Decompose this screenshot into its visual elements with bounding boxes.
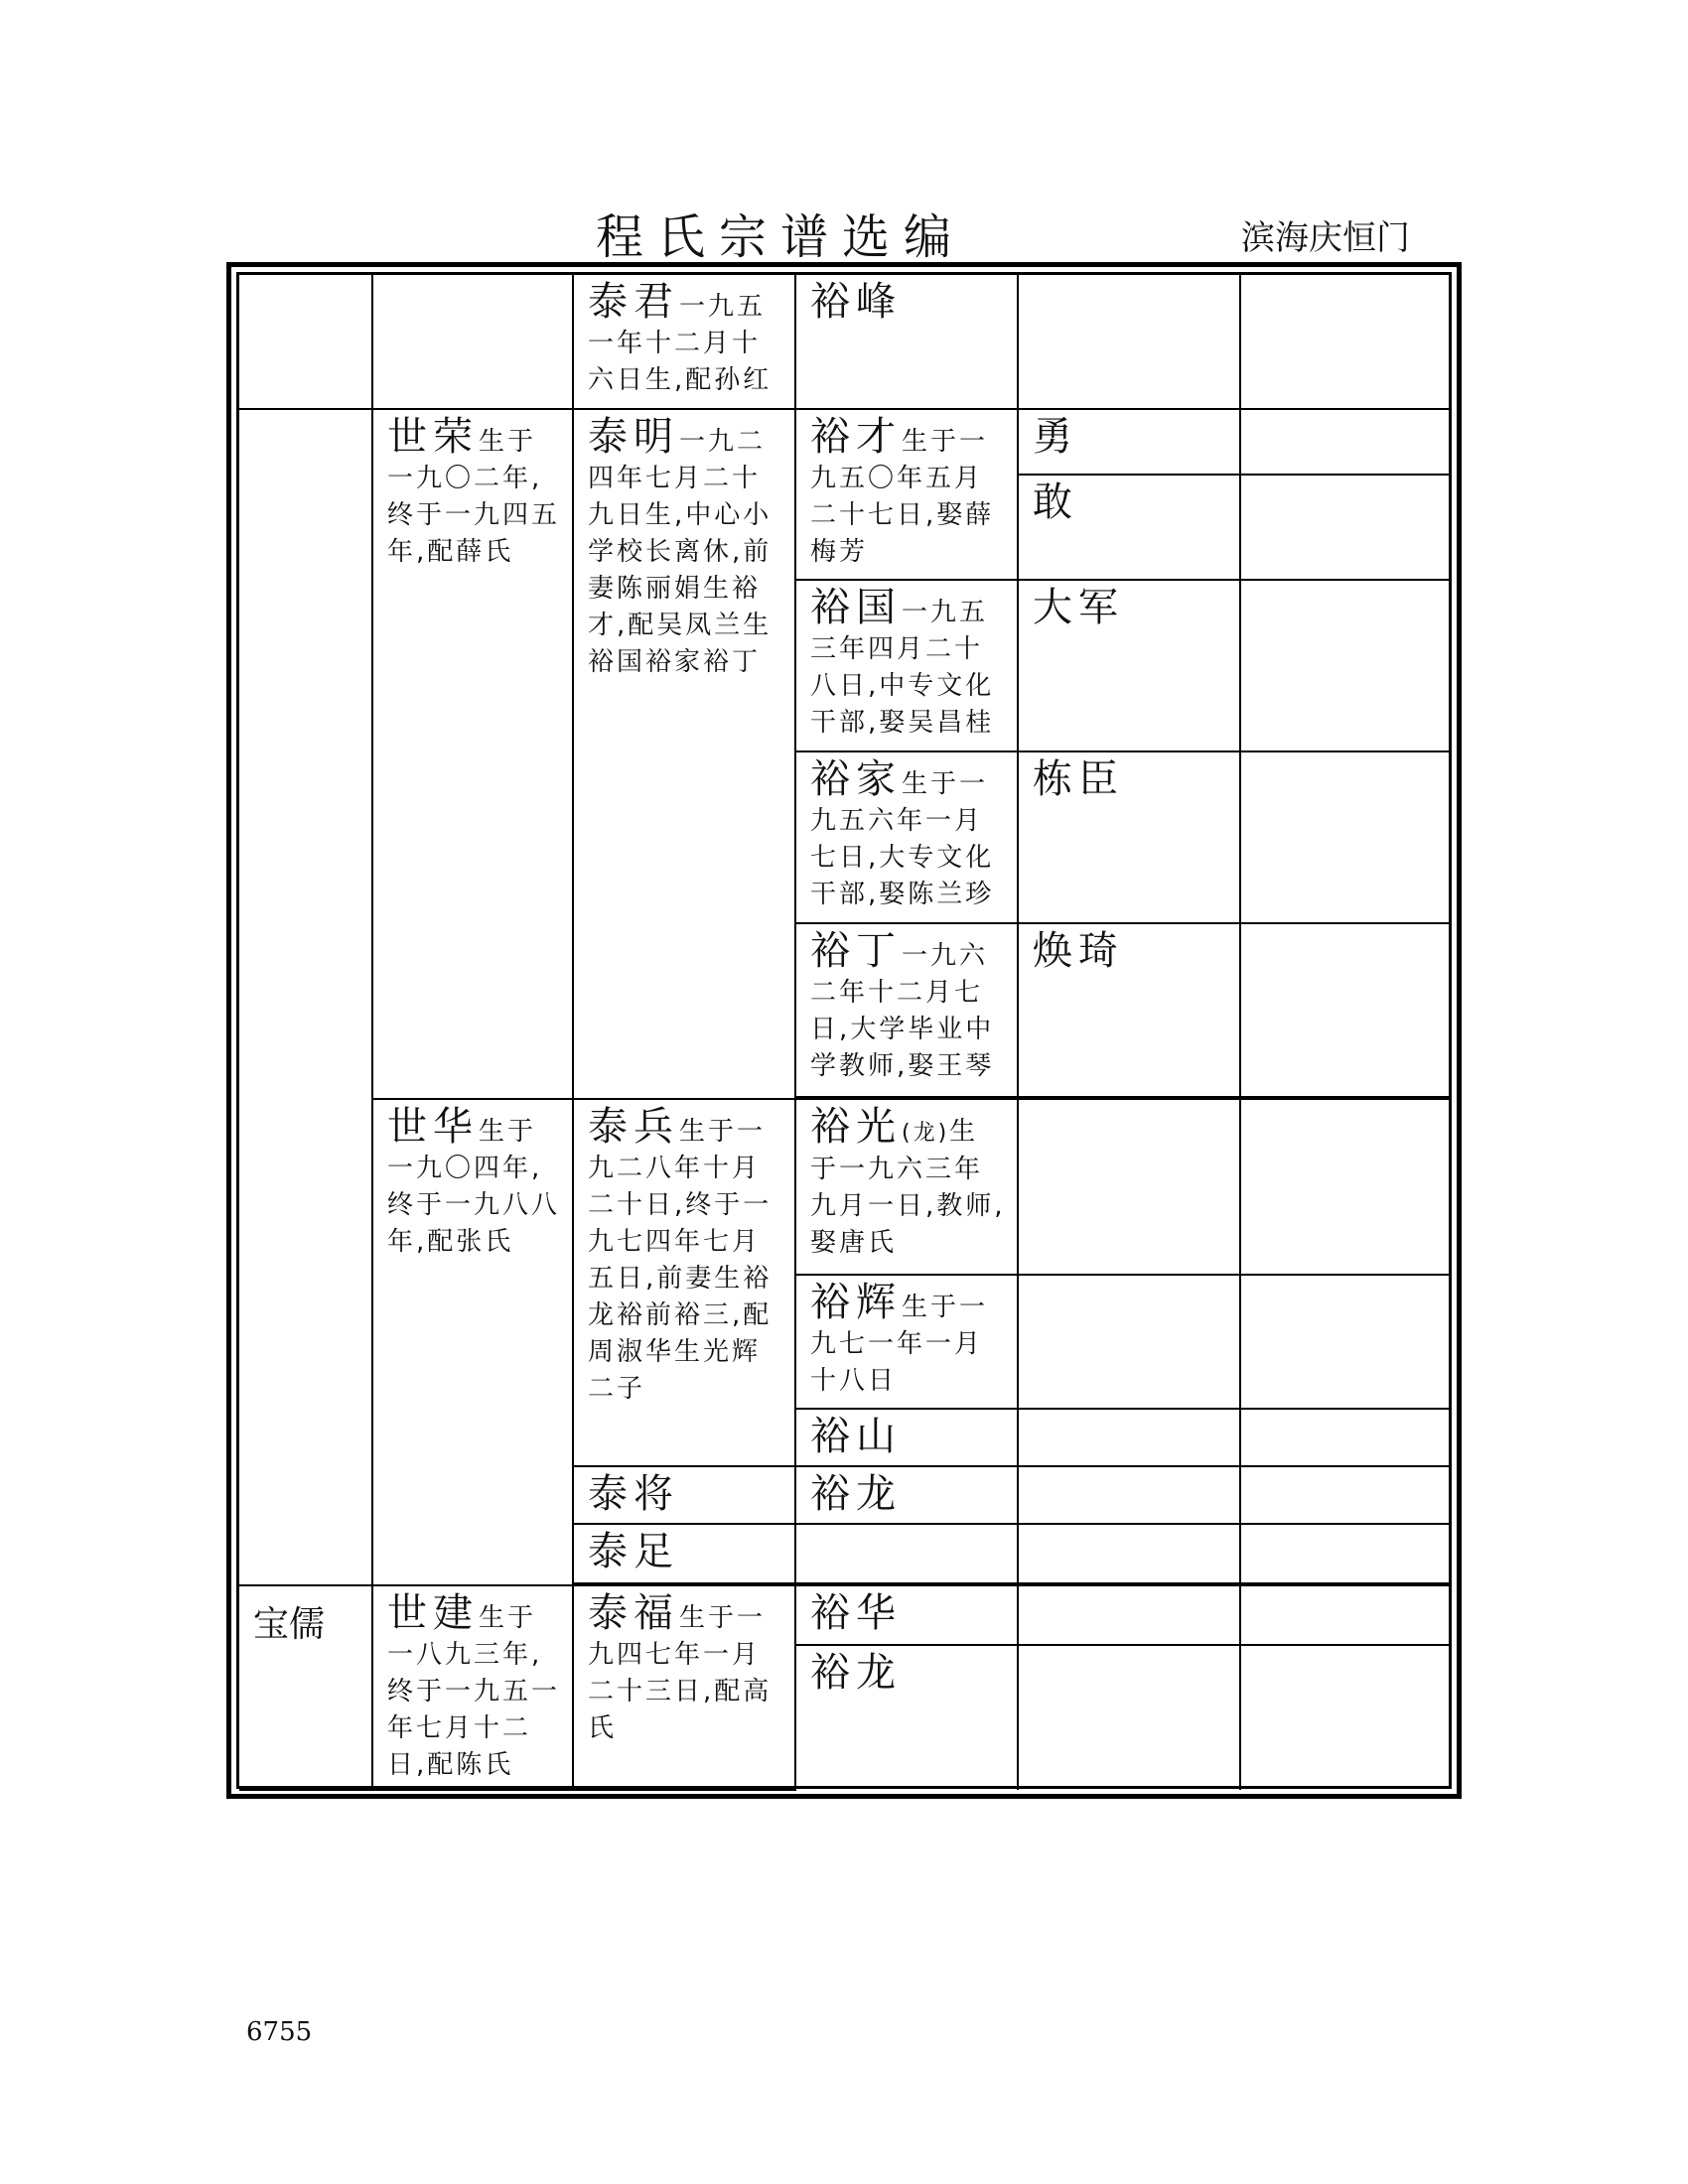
description: 生于一九四七年一月二十三日,配高氏: [588, 1603, 773, 1743]
description: 生于一九六三年九月一日,教师,娶唐氏: [810, 1117, 1006, 1258]
entry-taibing: [573, 1099, 795, 1466]
gen5-empty-cell: [1018, 1524, 1240, 1583]
description: 生于一九五〇年五月二十七日,娶薛梅芳: [810, 427, 995, 567]
name: 泰足: [588, 1529, 679, 1574]
entry-yuhui: [795, 1275, 1018, 1409]
description: 生于一九七一年一月十八日: [810, 1293, 989, 1396]
name: 世建: [387, 1590, 479, 1636]
name: 裕龙: [810, 1650, 902, 1696]
branch-subtitle: 滨海庆恒门: [1241, 218, 1410, 258]
name: 大军: [1033, 585, 1124, 630]
entry-taijiang: [573, 1466, 795, 1524]
description: 生于一八九三年,终于一九五一年七月十二日,配陈氏: [387, 1603, 561, 1780]
name: 泰福: [588, 1590, 679, 1636]
entry-shirong: [372, 409, 573, 1099]
name: 裕才: [810, 414, 902, 460]
name: 裕华: [810, 1590, 902, 1636]
name: 裕山: [810, 1414, 902, 1459]
description: 一九二四年七月二十九日生,中心小学校长离休,前妻陈丽娟生裕才,配吴凤兰生裕国裕家裕丁: [588, 427, 773, 677]
gen6-empty-cell: [1240, 1409, 1449, 1466]
name: 裕辉: [810, 1280, 902, 1325]
entry-taizu: [573, 1524, 795, 1583]
gen5-empty-cell: [1018, 1645, 1240, 1790]
entry-yuguang: [795, 1099, 1018, 1275]
entry-shihua: [372, 1099, 573, 1585]
name: 宝儒: [253, 1604, 326, 1645]
description: 生于一九二八年十月二十日,终于一九七四年七月五日,前妻生裕龙裕前裕三,配周淑华生光辉二子: [588, 1117, 773, 1404]
gen6-empty-cell: [1240, 475, 1449, 580]
entry-yulong-2: [795, 1645, 1018, 1790]
gen6-empty-cell: [1240, 1099, 1449, 1275]
name: 裕国: [810, 585, 902, 630]
entry-dajun: [1018, 580, 1240, 751]
gen6-empty-cell: [1240, 1585, 1449, 1645]
page-title: 程氏宗谱选编: [596, 209, 966, 265]
entry-yuding: [795, 923, 1018, 1097]
gen4-empty-cell: [795, 1524, 1018, 1583]
name: 世荣: [387, 414, 479, 460]
description: 一九六二年十二月七日,大学毕业中学教师,娶王琴: [810, 941, 995, 1081]
gen6-empty-cell: [1240, 751, 1449, 923]
description: 一九五三年四月二十八日,中专文化干部,娶吴昌桂: [810, 598, 995, 738]
description: 生于一九五六年一月七日,大专文化干部,娶陈兰珍: [810, 769, 995, 909]
page-number: 6755: [246, 2017, 313, 2047]
gen1-empty-cell: [239, 275, 372, 409]
gen5-empty-cell: [1018, 1275, 1240, 1409]
gen6-empty-cell: [1240, 1524, 1449, 1583]
entry-dongchen: [1018, 751, 1240, 923]
gen5-empty-cell: [1018, 1466, 1240, 1524]
gen6-empty-cell: [1240, 1645, 1449, 1790]
description: 生于一九〇四年,终于一九八八年,配张氏: [387, 1117, 561, 1257]
gen6-empty-cell: [1240, 275, 1449, 409]
gen2-empty-cell: [372, 275, 573, 409]
entry-gan: [1018, 475, 1240, 580]
entry-yuguo: [795, 580, 1018, 751]
entry-yufeng: [795, 275, 1018, 409]
gen5-empty-cell: [1018, 1099, 1240, 1275]
entry-yuhua: [795, 1585, 1018, 1645]
entry-yushan: [795, 1409, 1018, 1466]
name: 焕琦: [1033, 928, 1124, 974]
gen5-empty-cell: [1018, 275, 1240, 409]
entry-yucai: [795, 409, 1018, 580]
name: 裕峰: [810, 279, 902, 325]
name: 泰兵: [588, 1104, 679, 1150]
gen6-empty-cell: [1240, 1466, 1449, 1524]
gen6-empty-cell: [1240, 409, 1449, 475]
gen6-empty-cell: [1240, 1275, 1449, 1409]
gen5-empty-cell: [1018, 1585, 1240, 1645]
entry-baoru: [239, 1585, 372, 1790]
name: 裕丁: [810, 928, 902, 974]
entry-shijian: [372, 1585, 573, 1790]
name: 泰将: [588, 1471, 679, 1517]
name: 敢: [1033, 479, 1078, 525]
name: 世华: [387, 1104, 479, 1150]
entry-yujia: [795, 751, 1018, 923]
entry-taijun: [573, 275, 795, 409]
gen6-empty-cell: [1240, 580, 1449, 751]
name: 勇: [1033, 414, 1078, 460]
entry-taifu: [573, 1585, 795, 1790]
entry-yulong-1: [795, 1466, 1018, 1524]
entry-huanqi: [1018, 923, 1240, 1097]
name: 裕光: [810, 1104, 902, 1150]
gen5-empty-cell: [1018, 1409, 1240, 1466]
name: 栋臣: [1033, 756, 1124, 802]
name-note: (龙): [902, 1121, 950, 1146]
name: 裕家: [810, 756, 902, 802]
description: 生于一九〇二年,终于一九四五年,配薛氏: [387, 427, 561, 567]
name: 裕龙: [810, 1471, 902, 1517]
name: 泰明: [588, 414, 679, 460]
description: 一九五一年十二月十六日生,配孙红: [588, 292, 773, 395]
genealogy-table: [239, 275, 1449, 1791]
gen6-empty-cell: [1240, 923, 1449, 1097]
gen1-empty-cell: [239, 409, 372, 1585]
entry-yong: [1018, 409, 1240, 475]
name: 泰君: [588, 279, 679, 325]
entry-taiming: [573, 409, 795, 1099]
